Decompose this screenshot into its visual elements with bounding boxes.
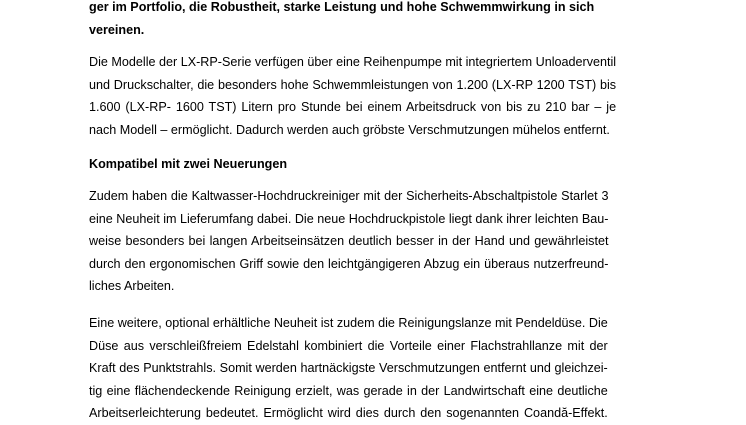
text-line: tig eine flächendeckende Reinigung erzielt, was gerade in der Landwirtschaft eine deutliche (89, 383, 608, 398)
text-line: ger im Portfolio, die Robustheit, starke Leistung und hohe Schwemmwirkung in sich (89, 0, 595, 14)
text-line: eine Neuheit im Lieferumfang dabei. Die neue Hochdruckpistole liegt dank ihrer leichten Bau- (89, 211, 609, 226)
text-line: 1.600 (LX-RP- 1600 TST) Litern pro Stunde bei einem Arbeitsdruck von bis zu 210 bar – je (89, 100, 617, 114)
text-line: durch den ergonomischen Griff sowie den leichtgängigeren Abzug ein überaus nutzerfreund- (89, 256, 609, 271)
text-line: Kraft des Punktstrahls. Somit werden hartnäckigste Verschmutzungen entfernt und gleichzei- (89, 361, 608, 375)
body-paragraph-3 (89, 312, 608, 425)
text-line: Zudem haben die Kaltwasser-Hochdruckreiniger mit der Sicherheits-Abschaltpistole Starlet 3 (89, 189, 609, 203)
text-line: Düse aus verschleißfreiem Edelstahl kombiniert die Vorteile einer Flachstrahllanze mit der (89, 338, 608, 353)
text-line: Arbeitserleichterung bedeutet. Ermöglicht wird dies durch den sogenannten Coandă-Effekt. (89, 406, 608, 420)
text-line: Eine weitere, optional erhältliche Neuheit ist zudem die Reinigungslanze mit Pendeldüse. Die (89, 316, 608, 330)
text-line: liches Arbeiten. (89, 279, 175, 293)
intro-paragraph (89, 0, 594, 41)
text-line: und Druckschalter, die besonders hohe Schwemmleistungen von 1.200 (LX-RP 1200 TST) bis (89, 77, 617, 92)
text-line: Die Modelle der LX-RP-Serie verfügen über eine Reihenpumpe mit integriertem Unloaderventil (89, 55, 617, 69)
body-paragraph-1 (89, 51, 616, 141)
text-line: vereinen. (89, 22, 145, 37)
text-line: weise besonders bei langen Arbeitseinsätzen deutlich besser in der Hand und gewährleistet (89, 234, 609, 248)
section-heading: Kompatibel mit zwei Neuerungen (89, 157, 288, 171)
body-paragraph-2 (89, 185, 608, 298)
text-line: nach Modell – ermöglicht. Dadurch werden auch gröbste Verschmutzungen mühelos entfernt. (89, 122, 610, 137)
